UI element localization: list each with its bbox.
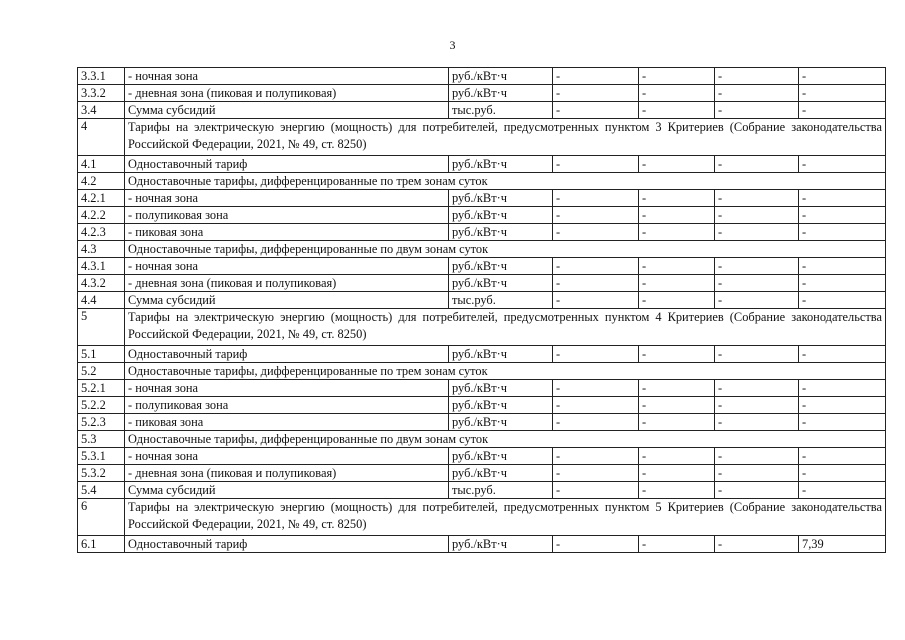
- value-cell: -: [639, 397, 715, 414]
- table-row: [78, 363, 886, 380]
- table-row: [78, 156, 886, 173]
- value-cell: -: [715, 85, 799, 102]
- row-number-cell: 5.2.1: [78, 380, 125, 397]
- row-label-cell: Сумма субсидий: [125, 482, 449, 499]
- group-heading-cell: Одноставочные тарифы, дифференцированные по двум зонам суток: [125, 431, 886, 448]
- value-cell: -: [799, 224, 886, 241]
- unit-cell: руб./кВт·ч: [449, 397, 553, 414]
- group-heading-cell: Одноставочные тарифы, дифференцированные по трем зонам суток: [125, 173, 886, 190]
- value-cell: -: [799, 156, 886, 173]
- value-cell: -: [639, 292, 715, 309]
- table-row: [78, 397, 886, 414]
- row-label-cell: - полупиковая зона: [125, 397, 449, 414]
- table-row: [78, 414, 886, 431]
- value-cell: -: [715, 292, 799, 309]
- value-cell: -: [639, 85, 715, 102]
- value-cell: -: [799, 414, 886, 431]
- table-row: [78, 292, 886, 309]
- value-cell: -: [799, 102, 886, 119]
- row-number-cell: 4.3.2: [78, 275, 125, 292]
- value-cell: -: [799, 190, 886, 207]
- row-number-cell: 5.3.2: [78, 465, 125, 482]
- value-cell: -: [553, 85, 639, 102]
- table-row: [78, 536, 886, 553]
- value-cell: -: [715, 397, 799, 414]
- table-row: [78, 275, 886, 292]
- row-label-cell: Сумма субсидий: [125, 292, 449, 309]
- table-row: [78, 85, 886, 102]
- unit-cell: руб./кВт·ч: [449, 448, 553, 465]
- group-heading-cell: Одноставочные тарифы, дифференцированные по двум зонам суток: [125, 241, 886, 258]
- row-number-cell: 6.1: [78, 536, 125, 553]
- value-cell: -: [799, 85, 886, 102]
- value-cell: -: [639, 448, 715, 465]
- row-number-cell: 4.2: [78, 173, 125, 190]
- value-cell: -: [639, 156, 715, 173]
- value-cell: -: [553, 207, 639, 224]
- value-cell: -: [553, 448, 639, 465]
- table-row: [78, 499, 886, 536]
- value-cell: -: [799, 275, 886, 292]
- unit-cell: руб./кВт·ч: [449, 346, 553, 363]
- section-heading-cell: Тарифы на электрическую энергию (мощность) для потребителей, предусмотренных пунктом 4 Критериев (Собрание законодательства Российской Федерации, 2021, № 49, ст. 8250): [125, 309, 886, 346]
- value-cell: -: [715, 224, 799, 241]
- value-cell: -: [715, 536, 799, 553]
- section-heading-cell: Тарифы на электрическую энергию (мощность) для потребителей, предусмотренных пунктом 5 Критериев (Собрание законодательства Российской Федерации, 2021, № 49, ст. 8250): [125, 499, 886, 536]
- value-cell: -: [639, 536, 715, 553]
- value-cell: -: [553, 156, 639, 173]
- table-row: [78, 173, 886, 190]
- value-cell: -: [715, 275, 799, 292]
- unit-cell: руб./кВт·ч: [449, 68, 553, 85]
- value-cell: -: [639, 102, 715, 119]
- unit-cell: руб./кВт·ч: [449, 465, 553, 482]
- value-cell: -: [715, 102, 799, 119]
- row-label-cell: Одноставочный тариф: [125, 536, 449, 553]
- row-number-cell: 4.2.3: [78, 224, 125, 241]
- value-cell: -: [799, 482, 886, 499]
- value-cell: -: [799, 397, 886, 414]
- value-cell: -: [715, 156, 799, 173]
- value-cell: -: [639, 190, 715, 207]
- row-number-cell: 4.2.1: [78, 190, 125, 207]
- value-cell: -: [799, 448, 886, 465]
- value-cell: -: [553, 68, 639, 85]
- value-cell: -: [715, 414, 799, 431]
- value-cell: -: [639, 224, 715, 241]
- value-cell: -: [715, 346, 799, 363]
- value-cell: -: [799, 465, 886, 482]
- section-heading-cell: Тарифы на электрическую энергию (мощность) для потребителей, предусмотренных пунктом 3 Критериев (Собрание законодательства Российской Федерации, 2021, № 49, ст. 8250): [125, 119, 886, 156]
- table-row: [78, 431, 886, 448]
- table-row: [78, 258, 886, 275]
- row-number-cell: 3.3.1: [78, 68, 125, 85]
- table-row: [78, 102, 886, 119]
- value-cell: -: [639, 346, 715, 363]
- table-row: [78, 241, 886, 258]
- unit-cell: руб./кВт·ч: [449, 85, 553, 102]
- group-heading-cell: Одноставочные тарифы, дифференцированные по трем зонам суток: [125, 363, 886, 380]
- value-cell: -: [639, 68, 715, 85]
- value-cell: -: [639, 465, 715, 482]
- row-label-cell: - дневная зона (пиковая и полупиковая): [125, 275, 449, 292]
- row-number-cell: 5: [78, 309, 125, 346]
- row-number-cell: 5.2: [78, 363, 125, 380]
- row-number-cell: 5.3: [78, 431, 125, 448]
- row-number-cell: 5.2.3: [78, 414, 125, 431]
- value-cell: -: [553, 465, 639, 482]
- value-cell: -: [799, 68, 886, 85]
- table-row: [78, 309, 886, 346]
- value-cell: -: [553, 380, 639, 397]
- row-label-cell: Одноставочный тариф: [125, 346, 449, 363]
- value-cell: -: [553, 224, 639, 241]
- unit-cell: руб./кВт·ч: [449, 414, 553, 431]
- value-cell: -: [553, 292, 639, 309]
- table-row: [78, 68, 886, 85]
- row-number-cell: 4.3.1: [78, 258, 125, 275]
- value-cell: -: [639, 207, 715, 224]
- value-cell: -: [553, 346, 639, 363]
- row-number-cell: 4.4: [78, 292, 125, 309]
- unit-cell: руб./кВт·ч: [449, 258, 553, 275]
- tariff-table: [77, 67, 886, 553]
- row-label-cell: - ночная зона: [125, 190, 449, 207]
- table-row: [78, 119, 886, 156]
- unit-cell: тыс.руб.: [449, 482, 553, 499]
- value-cell: -: [799, 258, 886, 275]
- value-cell: -: [715, 258, 799, 275]
- value-cell: -: [799, 380, 886, 397]
- value-cell: -: [715, 448, 799, 465]
- value-cell: -: [553, 102, 639, 119]
- row-label-cell: Одноставочный тариф: [125, 156, 449, 173]
- value-cell: -: [715, 482, 799, 499]
- value-cell: -: [715, 207, 799, 224]
- unit-cell: руб./кВт·ч: [449, 190, 553, 207]
- value-cell: -: [553, 258, 639, 275]
- table-row: [78, 346, 886, 363]
- row-number-cell: 3.4: [78, 102, 125, 119]
- row-label-cell: - полупиковая зона: [125, 207, 449, 224]
- value-cell: 7,39: [799, 536, 886, 553]
- row-number-cell: 4.2.2: [78, 207, 125, 224]
- row-label-cell: - ночная зона: [125, 258, 449, 275]
- value-cell: -: [639, 380, 715, 397]
- value-cell: -: [715, 190, 799, 207]
- row-number-cell: 5.4: [78, 482, 125, 499]
- page-number: 3: [449, 38, 456, 52]
- value-cell: -: [715, 465, 799, 482]
- value-cell: -: [639, 482, 715, 499]
- unit-cell: руб./кВт·ч: [449, 275, 553, 292]
- unit-cell: тыс.руб.: [449, 102, 553, 119]
- table-row: [78, 190, 886, 207]
- table-row: [78, 224, 886, 241]
- row-label-cell: Сумма субсидий: [125, 102, 449, 119]
- row-label-cell: - ночная зона: [125, 68, 449, 85]
- row-number-cell: 3.3.2: [78, 85, 125, 102]
- table-row: [78, 448, 886, 465]
- value-cell: -: [553, 414, 639, 431]
- row-number-cell: 5.1: [78, 346, 125, 363]
- value-cell: -: [799, 207, 886, 224]
- row-label-cell: - ночная зона: [125, 380, 449, 397]
- value-cell: -: [553, 536, 639, 553]
- unit-cell: руб./кВт·ч: [449, 207, 553, 224]
- unit-cell: руб./кВт·ч: [449, 380, 553, 397]
- value-cell: -: [715, 68, 799, 85]
- table-row: [78, 465, 886, 482]
- table-row: [78, 207, 886, 224]
- unit-cell: руб./кВт·ч: [449, 156, 553, 173]
- unit-cell: руб./кВт·ч: [449, 536, 553, 553]
- value-cell: -: [639, 414, 715, 431]
- unit-cell: тыс.руб.: [449, 292, 553, 309]
- value-cell: -: [553, 275, 639, 292]
- value-cell: -: [639, 275, 715, 292]
- row-label-cell: - дневная зона (пиковая и полупиковая): [125, 85, 449, 102]
- row-number-cell: 5.2.2: [78, 397, 125, 414]
- row-label-cell: - ночная зона: [125, 448, 449, 465]
- table-row: [78, 380, 886, 397]
- value-cell: -: [553, 482, 639, 499]
- row-number-cell: 4.3: [78, 241, 125, 258]
- value-cell: -: [639, 258, 715, 275]
- table-row: [78, 482, 886, 499]
- row-number-cell: 4.1: [78, 156, 125, 173]
- value-cell: -: [799, 346, 886, 363]
- row-number-cell: 5.3.1: [78, 448, 125, 465]
- value-cell: -: [553, 190, 639, 207]
- row-label-cell: - пиковая зона: [125, 414, 449, 431]
- row-number-cell: 6: [78, 499, 125, 536]
- value-cell: -: [799, 292, 886, 309]
- value-cell: -: [715, 380, 799, 397]
- value-cell: -: [553, 397, 639, 414]
- row-label-cell: - пиковая зона: [125, 224, 449, 241]
- row-number-cell: 4: [78, 119, 125, 156]
- unit-cell: руб./кВт·ч: [449, 224, 553, 241]
- row-label-cell: - дневная зона (пиковая и полупиковая): [125, 465, 449, 482]
